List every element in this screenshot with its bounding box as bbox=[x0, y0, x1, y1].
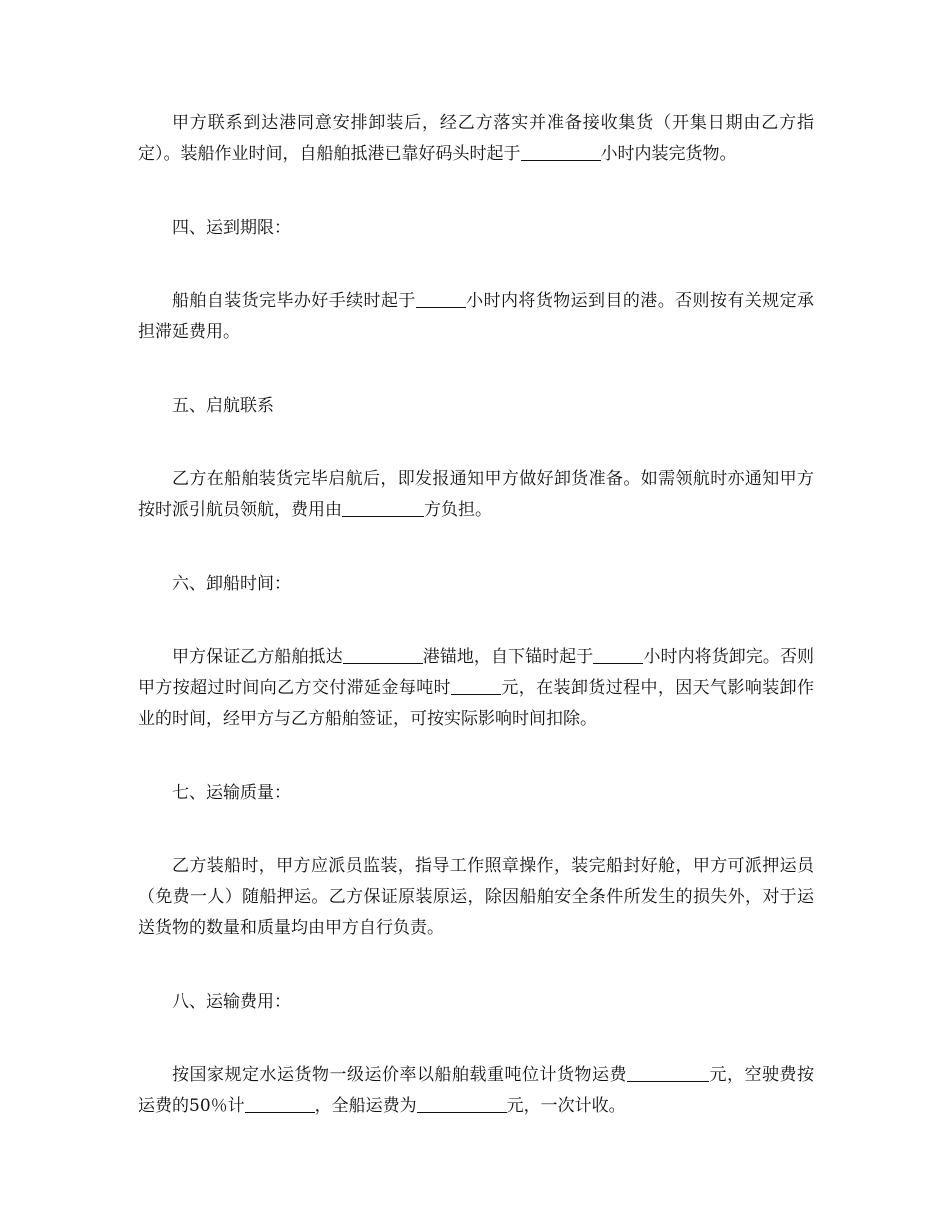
paragraph-delivery-period bbox=[138, 286, 814, 348]
blank-field bbox=[245, 1092, 315, 1113]
text: 小时内装完货物。 bbox=[600, 144, 737, 164]
text: 小时内将货物运到目的港。否则按有关规定承担滞延费用。 bbox=[138, 291, 815, 342]
text: 船舶自装货完毕办好手续时起于 bbox=[172, 291, 416, 311]
paragraph-unloading-time bbox=[138, 642, 814, 735]
text: 按国家规定水运货物一级运价率以船舶载重吨位计货物运费 bbox=[172, 1065, 627, 1085]
text: 乙方在船舶装货完毕启航后，即发报通知甲方做好卸货准备。如需领航时亦通知甲方按时派引航员领航，费用由 bbox=[138, 469, 814, 520]
text: 方负担。 bbox=[424, 500, 492, 520]
paragraph-loading-time bbox=[138, 108, 814, 170]
blank-field bbox=[343, 643, 423, 664]
blank-field bbox=[451, 674, 501, 695]
text: ，全船运费为 bbox=[314, 1096, 417, 1116]
text: 元，一次计收。 bbox=[506, 1096, 626, 1116]
blank-field bbox=[593, 643, 643, 664]
section-heading-5: 五、启航联系 bbox=[172, 396, 274, 416]
blank-field bbox=[342, 496, 424, 517]
text: 元，空驶费按运费的50％计 bbox=[138, 1065, 814, 1116]
text: 元，在装卸货过程中，因天气影响装卸作业的时间，经甲方与乙方船舶签证，可按实际影响时间扣除。 bbox=[138, 678, 814, 729]
blank-field bbox=[417, 1092, 507, 1113]
paragraph-transport-fee bbox=[138, 1060, 814, 1122]
section-heading-6: 六、卸船时间： bbox=[172, 574, 291, 594]
blank-field bbox=[521, 140, 601, 161]
document-page bbox=[138, 108, 814, 1122]
section-heading-8: 八、运输费用： bbox=[172, 992, 291, 1012]
section-heading-4: 四、运到期限： bbox=[172, 218, 291, 238]
blank-field bbox=[416, 287, 466, 308]
text: 港锚地，自下锚时起于 bbox=[422, 647, 594, 667]
text: 甲方保证乙方船舶抵达 bbox=[172, 647, 343, 667]
blank-field bbox=[627, 1061, 709, 1082]
text: 小时内将货卸完。否则甲方按超过时间向乙方交付滞延金每吨时 bbox=[138, 647, 815, 698]
paragraph-transport-quality: 乙方装船时，甲方应派员监装，指导工作照章操作，装完船封好舱，甲方可派押运员（免费一人）随船押运。乙方保证原装原运，除因船舶安全条件所发生的损失外，对于运送货物的数量和质量均由甲方自行负责。 bbox=[138, 856, 814, 938]
paragraph-departure-contact bbox=[138, 464, 814, 526]
section-heading-7: 七、运输质量： bbox=[172, 783, 291, 803]
text: 甲方联系到达港同意安排卸装后，经乙方落实并准备接收集货（开集日期由乙方指定）。装船作业时间，自船舶抵港已靠好码头时起于 bbox=[138, 113, 814, 164]
